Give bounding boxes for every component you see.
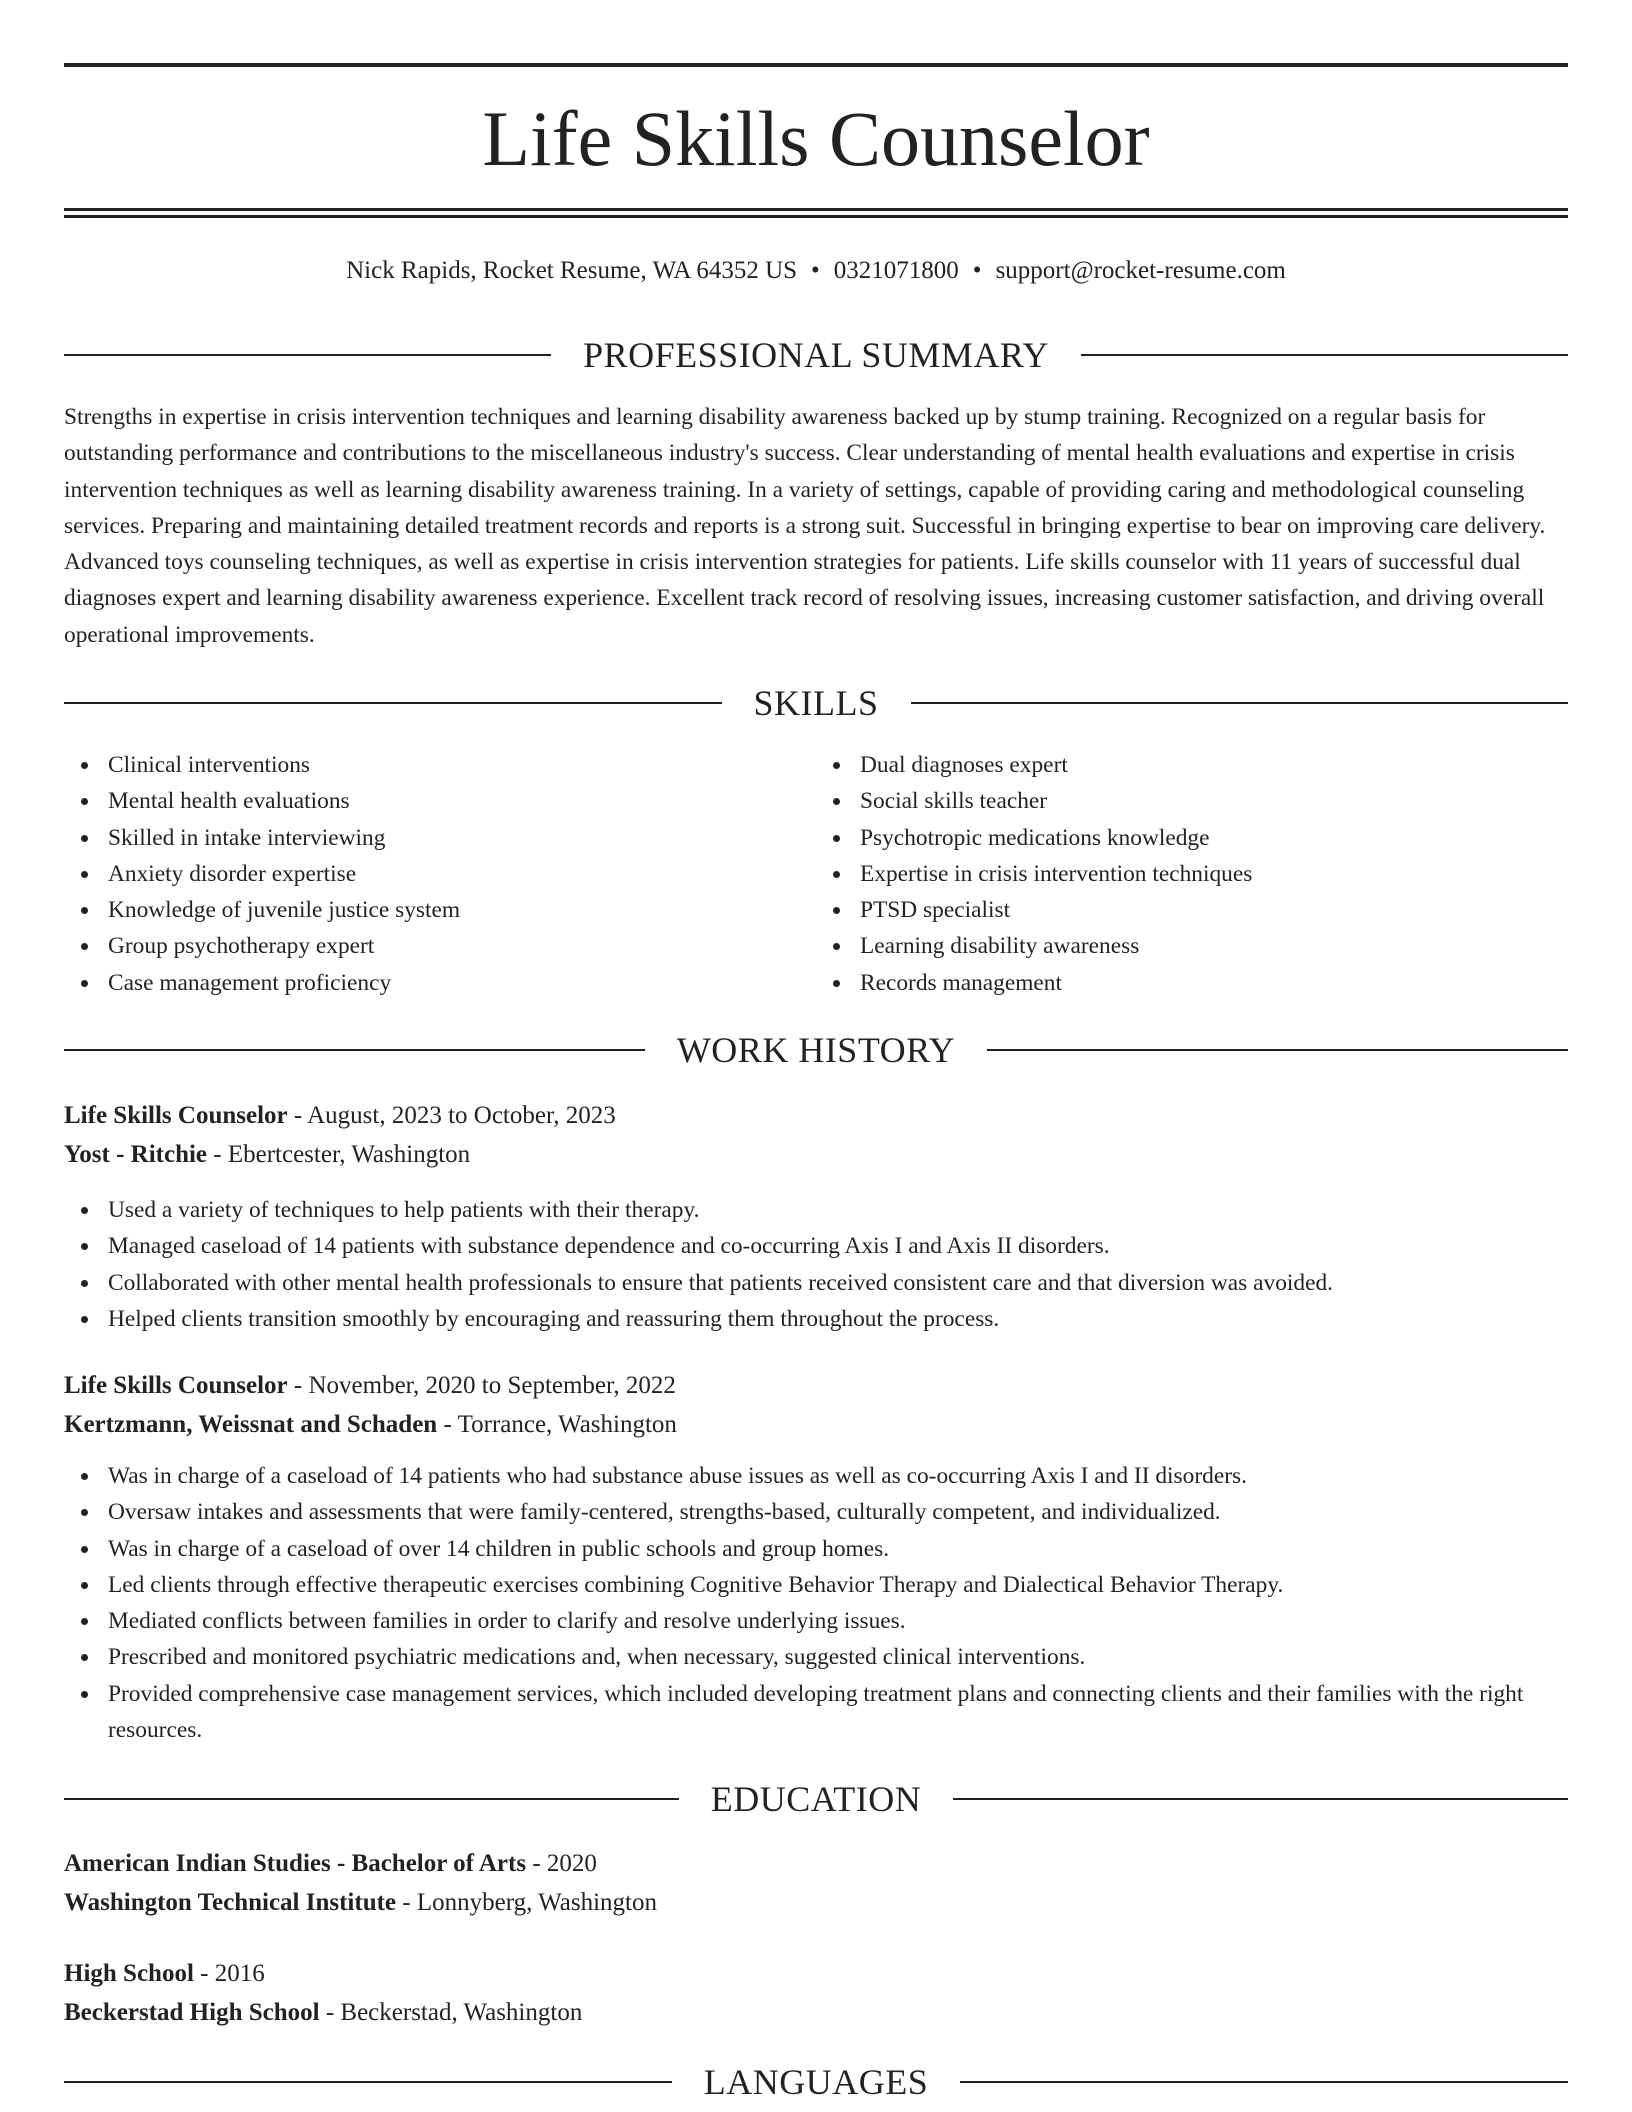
heading-rule-right	[1081, 354, 1568, 356]
job-entry	[64, 1366, 1568, 1748]
job-employer: Kertzmann, Weissnat and Schaden	[64, 1411, 438, 1438]
job-bullets	[64, 1458, 1568, 1748]
header-bottom-rule	[64, 208, 1568, 218]
degree-name: American Indian Studies - Bachelor of Arts	[64, 1850, 527, 1877]
summary-text: Strengths in expertise in crisis intervention techniques and learning disability awareness backed up by stump training. Recognized on a regular basis for outstanding performance and contributions to the miscellaneous industry's success. Clear understanding of mental health evaluations and expertise in crisis intervention techniques as well as learning disability awareness training. In a variety of settings, capable of providing caring and methodological counseling services. Preparing and maintaining detailed treatment records and reports is a strong suit. Successful in bringing expertise to bear on improving care delivery. Advanced toys counseling techniques, as well as expertise in crisis intervention strategies for patients. Life skills counselor with 11 years of successful dual diagnoses expert and learning disability awareness experience. Excellent track record of resolving issues, increasing customer satisfaction, and driving overall operational improvements.	[64, 404, 1546, 648]
heading-rule-right	[953, 1798, 1568, 1800]
summary-heading	[64, 337, 1568, 373]
education-entry	[64, 1954, 1568, 2032]
degree-year: - 2016	[193, 1960, 265, 1987]
languages-heading	[64, 2064, 1568, 2100]
skill-item: Clinical interventions	[64, 747, 816, 783]
school-line	[64, 1883, 1568, 1922]
heading-rule-left	[64, 1798, 679, 1800]
job-employer-line	[64, 1135, 1568, 1174]
job-bullet: Collaborated with other mental health professionals to ensure that patients received consistent care and that diversion was avoided.	[64, 1265, 1568, 1301]
job-title-line	[64, 1366, 1568, 1405]
job-bullet: Prescribed and monitored psychiatric medications and, when necessary, suggested clinical interventions.	[64, 1639, 1568, 1675]
skills-heading	[64, 685, 1568, 721]
heading-rule-left	[64, 354, 551, 356]
heading-rule-left	[64, 1049, 645, 1051]
school-location: - Beckerstad, Washington	[319, 1999, 583, 2026]
summary-heading-label: PROFESSIONAL SUMMARY	[583, 335, 1049, 375]
degree-line	[64, 1954, 1568, 1993]
header-top-rule	[64, 63, 1568, 67]
skill-item: Dual diagnoses expert	[816, 747, 1568, 783]
job-bullet: Mediated conflicts between families in order to clarify and resolve underlying issues.	[64, 1603, 1568, 1639]
job-dates: - August, 2023 to October, 2023	[287, 1102, 616, 1129]
skill-item: Anxiety disorder expertise	[64, 856, 816, 892]
job-title-line	[64, 1096, 1568, 1135]
heading-rule-right	[987, 1049, 1568, 1051]
skill-item: Skilled in intake interviewing	[64, 820, 816, 856]
degree-name: High School	[64, 1960, 194, 1987]
heading-rule-left	[64, 2081, 672, 2083]
job-bullet: Provided comprehensive case management services, which included developing treatment plans and connecting clients and their families with the right resources.	[64, 1676, 1568, 1749]
contact-phone: 0321071800	[833, 257, 959, 284]
job-location: - Ebertcester, Washington	[207, 1141, 471, 1168]
job-bullet: Led clients through effective therapeutic exercises combining Cognitive Behavior Therapy and Dialectical Behavior Therapy.	[64, 1567, 1568, 1603]
contact-separator: •	[972, 257, 982, 284]
degree-line	[64, 1844, 1568, 1883]
skill-item: Case management proficiency	[64, 965, 816, 1001]
skill-item: PTSD specialist	[816, 892, 1568, 928]
languages-heading-label: LANGUAGES	[703, 2062, 929, 2102]
job-title: Life Skills Counselor	[64, 1102, 288, 1129]
skill-item: Expertise in crisis intervention techniques	[816, 856, 1568, 892]
heading-rule-left	[64, 702, 722, 704]
education-entry	[64, 1844, 1568, 1922]
school-name: Washington Technical Institute	[64, 1889, 397, 1916]
skill-item: Knowledge of juvenile justice system	[64, 892, 816, 928]
skills-column-left	[64, 747, 816, 1001]
heading-rule-right	[960, 2081, 1568, 2083]
job-bullet: Was in charge of a caseload of over 14 children in public schools and group homes.	[64, 1531, 1568, 1567]
job-bullet: Managed caseload of 14 patients with substance dependence and co-occurring Axis I and Axis II disorders.	[64, 1228, 1568, 1264]
heading-rule-right	[911, 702, 1569, 704]
degree-year: - 2020	[526, 1850, 597, 1877]
contact-line	[64, 258, 1568, 283]
skill-item: Learning disability awareness	[816, 928, 1568, 964]
page-title: Life Skills Counselor	[482, 95, 1150, 182]
school-line	[64, 1993, 1568, 2032]
contact-separator: •	[811, 257, 820, 284]
skills-list	[64, 747, 1568, 1001]
education-heading	[64, 1781, 1568, 1817]
job-bullet: Oversaw intakes and assessments that were family-centered, strengths-based, culturally competent, and individualized.	[64, 1494, 1568, 1530]
job-location: - Torrance, Washington	[437, 1411, 677, 1438]
skill-item: Group psychotherapy expert	[64, 928, 816, 964]
skill-item: Mental health evaluations	[64, 783, 816, 819]
skill-item: Psychotropic medications knowledge	[816, 820, 1568, 856]
skill-item: Records management	[816, 965, 1568, 1001]
skills-column-right	[816, 747, 1568, 1001]
skills-heading-label: SKILLS	[753, 683, 879, 723]
job-employer: Yost - Ritchie	[64, 1141, 208, 1168]
job-employer-line	[64, 1405, 1568, 1444]
school-name: Beckerstad High School	[64, 1999, 320, 2026]
job-bullets	[64, 1192, 1568, 1337]
work-heading-label: WORK HISTORY	[676, 1030, 956, 1070]
job-dates: - November, 2020 to September, 2022	[287, 1372, 676, 1399]
job-bullet: Used a variety of techniques to help patients with their therapy.	[64, 1192, 1568, 1228]
skill-item: Social skills teacher	[816, 783, 1568, 819]
work-heading	[64, 1032, 1568, 1068]
contact-email: support@rocket-resume.com	[995, 257, 1286, 284]
job-title: Life Skills Counselor	[64, 1372, 288, 1399]
job-bullet: Helped clients transition smoothly by encouraging and reassuring them throughout the process.	[64, 1301, 1568, 1337]
contact-address: Nick Rapids, Rocket Resume, WA 64352 US	[346, 257, 798, 284]
school-location: - Lonnyberg, Washington	[396, 1889, 657, 1916]
job-entry	[64, 1096, 1568, 1337]
education-heading-label: EDUCATION	[710, 1779, 922, 1819]
job-bullet: Was in charge of a caseload of 14 patients who had substance abuse issues as well as co-occurring Axis I and II disorders.	[64, 1458, 1568, 1494]
